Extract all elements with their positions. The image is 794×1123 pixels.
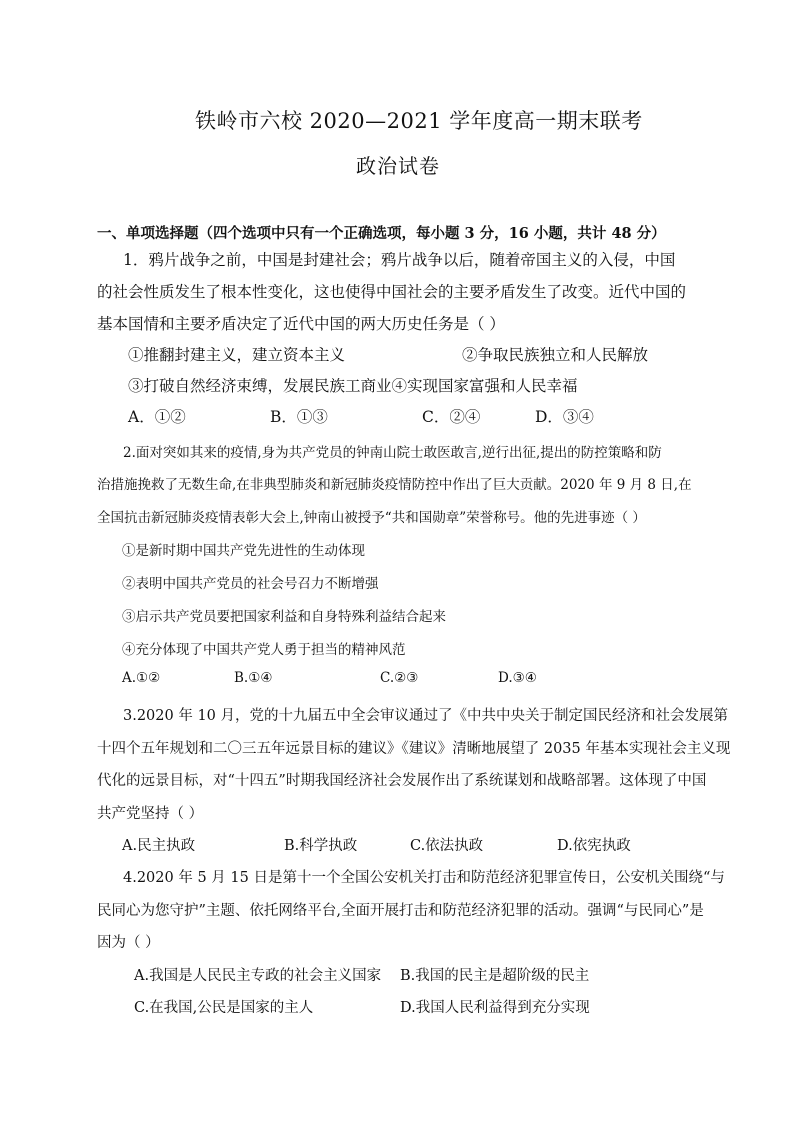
section-heading: 一、单项选择题（四个选项中只有一个正确选项，每小题 3 分，16 小题，共计 48 分） bbox=[97, 225, 666, 242]
question-3-option-d: D.依宪执政 bbox=[557, 838, 631, 854]
question-2-option-d: D.③④ bbox=[498, 670, 537, 686]
question-4-option-a: A.我国是人民民主专政的社会主义国家 bbox=[134, 968, 382, 984]
question-4-line: 因为（ ） bbox=[97, 935, 160, 951]
question-1-statement: ①推翻封建主义，建立资本主义 bbox=[128, 346, 346, 364]
question-4-line: 民同心为您守护”主题、依托网络平台,全面开展打击和防范经济犯罪的活动。强调“与民同心”是 bbox=[97, 903, 704, 919]
question-1-line: 1．鸦片战争之前，中国是封建社会；鸦片战争以后，随着帝国主义的入侵，中国 bbox=[123, 251, 676, 269]
question-1-statement: ③打破自然经济束缚，发展民族工商业④实现国家富强和人民幸福 bbox=[128, 377, 578, 395]
question-1-option-b: B．①③ bbox=[270, 408, 328, 426]
question-3-line: 3.2020 年 10 月，党的十九届五中全会审议通过了《中共中央关于制定国民经济和社会发展第 bbox=[123, 708, 729, 724]
question-2-option-b: B.①④ bbox=[234, 670, 273, 686]
question-2-option-a: A.①② bbox=[122, 670, 161, 686]
question-2-statement: ①是新时期中国共产党先进性的生动体现 bbox=[122, 543, 365, 559]
question-2-statement: ④充分体现了中国共产党人勇于担当的精神风范 bbox=[122, 642, 406, 658]
question-3-option-c: C.依法执政 bbox=[410, 838, 484, 854]
question-4-option-b: B.我国的民主是超阶级的民主 bbox=[400, 968, 590, 984]
question-1-line: 基本国情和主要矛盾决定了近代中国的两大历史任务是（ ） bbox=[97, 315, 505, 333]
question-3-line: 十四个五年规划和二〇三五年远景目标的建议》《建议》清晰地展望了 2035 年基本实现社会主义现 bbox=[97, 741, 731, 757]
question-3-line: 代化的远景目标，对“十四五”时期我国经济社会发展作出了系统谋划和战略部署。这体现了中国 bbox=[97, 773, 707, 789]
question-1-statement: ②争取民族独立和人民解放 bbox=[462, 346, 649, 364]
question-4-option-c: C.在我国,公民是国家的主人 bbox=[134, 1000, 314, 1016]
question-2-line: 全国抗击新冠肺炎疫情表彰大会上,钟南山被授予“共和国勋章”荣誉称号。他的先进事迹（ ） bbox=[97, 510, 646, 526]
exam-subtitle: 政治试卷 bbox=[356, 154, 440, 178]
question-3-option-a: A.民主执政 bbox=[122, 838, 196, 854]
question-2-statement: ②表明中国共产党员的社会号召力不断增强 bbox=[122, 576, 379, 592]
exam-title: 铁岭市六校 2020—2021 学年度高一期末联考 bbox=[195, 109, 643, 133]
question-1-option-a: A．①② bbox=[128, 408, 186, 426]
question-3-option-b: B.科学执政 bbox=[284, 838, 358, 854]
question-3-line: 共产党坚持（ ） bbox=[97, 806, 204, 822]
question-4-line: 4.2020 年 5 月 15 日是第十一个全国公安机关打击和防范经济犯罪宣传日，公安机关围绕“与 bbox=[123, 870, 725, 886]
question-2-statement: ③启示共产党员要把国家利益和自身特殊利益结合起来 bbox=[122, 609, 446, 625]
question-4-option-d: D.我国人民利益得到充分实现 bbox=[400, 1000, 590, 1016]
question-2-line: 2.面对突如其来的疫情,身为共产党员的钟南山院士敢医敢言,逆行出征,提出的防控策略和防 bbox=[123, 445, 662, 461]
question-1-option-c: C．②④ bbox=[422, 408, 481, 426]
question-1-line: 的社会性质发生了根本性变化，这也使得中国社会的主要矛盾发生了改变。近代中国的 bbox=[97, 283, 687, 301]
question-2-option-c: C.②③ bbox=[380, 670, 419, 686]
question-1-option-d: D．③④ bbox=[535, 408, 594, 426]
question-2-line: 治措施挽救了无数生命,在非典型肺炎和新冠肺炎疫情防控中作出了巨大贡献。2020 年 9 月 8 日,在 bbox=[97, 477, 692, 493]
